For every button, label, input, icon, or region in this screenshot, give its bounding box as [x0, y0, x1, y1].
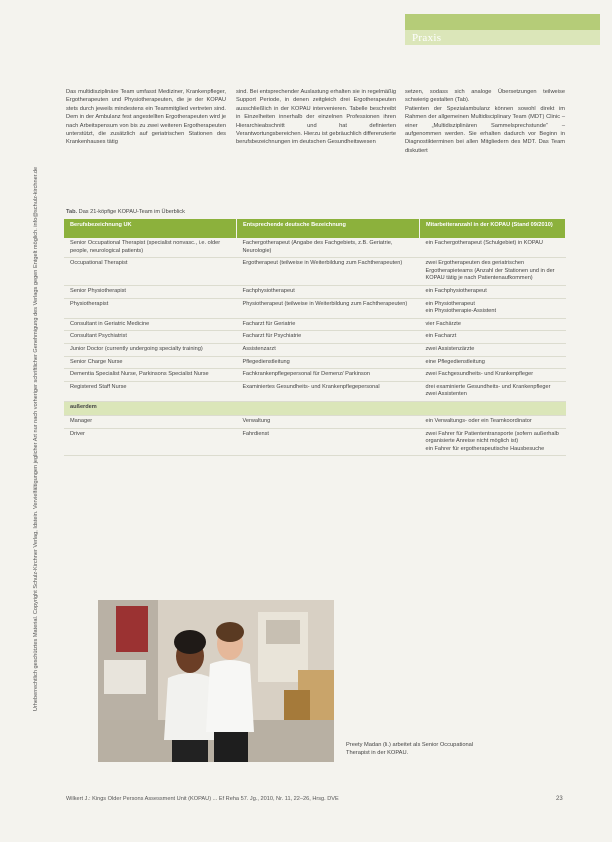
page-number: 23 — [556, 796, 563, 802]
cell-staff-count: ein Verwaltungs- oder ein Teamkoordinator — [420, 415, 566, 428]
cell-german-title: Examiniertes Gesundheits- und Krankenpflegepersonal — [237, 381, 420, 401]
table-row — [64, 318, 566, 331]
cell-staff-count: zwei Fachgesundheits- und Krankenpfleger — [420, 369, 566, 382]
cell-uk-title: Dementia Specialist Nurse, Parkinsons Specialist Nurse — [64, 369, 237, 382]
header-german-title: Entsprechende deutsche Bezeichnung — [237, 219, 420, 238]
cell-staff-count: vier Fachärzte — [420, 318, 566, 331]
cell-german-title: Fachphysiotherapeut — [237, 285, 420, 298]
table-section-label: außerdem — [64, 401, 566, 415]
cell-uk-title: Senior Occupational Therapist (specialist nonvasc., i.e. older people, neurological patients) — [64, 238, 237, 258]
header-staff-count: Mitarbeiteranzahl in der KOPAU (Stand 09/2010) — [420, 219, 566, 238]
staff-photo — [98, 600, 334, 762]
cell-staff-count: drei examinierte Gesundheits- und Krankenpfleger zwei Assistenten — [420, 381, 566, 401]
table-caption-text: Das 21-köpfige KOPAU-Team im Überblick — [78, 209, 185, 215]
section-label: Praxis — [412, 32, 442, 44]
cell-staff-count: eine Pflegedienstleitung — [420, 356, 566, 369]
cell-staff-count: ein Fachphysiotherapeut — [420, 285, 566, 298]
cell-staff-count: ein Fachergotherapeut (Schulgebiet) in KOPAU — [420, 238, 566, 258]
cell-uk-title: Physiotherapist — [64, 298, 237, 318]
text-column-1: Das multidisziplinäre Team umfasst Mediziner, Krankenpfleger, Ergotherapeuten und Physiotherapeuten, die je der KOPAU stets durch jeweils mindestens ein Teammitglied vertreten sind. Dem in der Ambulanz fest angestellten Ergotherapeuten wird je nach Arbeitspensum von bis zu zwei weiteren Ergotherapeuten unterstützt, die zusätzlich auf geriatrischen Stationen des Krankenhauses tätig — [66, 89, 226, 146]
cell-uk-title: Occupational Therapist — [64, 258, 237, 286]
table-row — [64, 369, 566, 382]
footer-citation: Wilkert J.: Kings Older Persons Assessment Unit (KOPAU) ... Ef Reha 57. Jg., 2010, Nr. 11, 22–26, Hrsg. DVE — [66, 796, 339, 802]
cell-uk-title: Consultant Psychiatrist — [64, 331, 237, 344]
cell-staff-count: ein Physiotherapeut ein Physiotherapie-Assistent — [420, 298, 566, 318]
table-row — [64, 381, 566, 401]
table-row — [64, 298, 566, 318]
cell-staff-count: ein Facharzt — [420, 331, 566, 344]
table-row — [64, 415, 566, 428]
cell-german-title: Facharzt für Geriatrie — [237, 318, 420, 331]
cell-german-title: Facharzt für Psychiatrie — [237, 331, 420, 344]
cell-staff-count: zwei Assistenzärzte — [420, 343, 566, 356]
cell-german-title: Fahrdienst — [237, 428, 420, 456]
cell-german-title: Ergotherapeut (teilweise in Weiterbildung zum Fachtherapeuten) — [237, 258, 420, 286]
table-caption-label: Tab. — [66, 209, 78, 215]
cell-german-title: Assistenzarzt — [237, 343, 420, 356]
text-column-3: setzen, sodass sich analoge Übersetzungen teilweise schwierig gestalten (Tab). Patienten der Spezialambulanz können sowohl direkt im Rahmen der allgemeinen Multidisciplinary Team (MDT) Clinic – einer „Multidisziplinären Sammelsprechstunde“ – aufgenommen werden. Sie erhalten dadurch vor Beginn in Diagnostikterminen bei allen Mitgliedern des MDT. Das Team diskutiert — [405, 89, 565, 154]
section-tab — [405, 14, 600, 30]
cell-staff-count: zwei Fahrer für Patiententransporte (sofern außerhalb organisierte Anreise nicht möglich ist) ein Fahrer für ergotherapeutische Hausbesuche — [420, 428, 566, 456]
table-row — [64, 428, 566, 456]
table-caption — [66, 209, 185, 215]
cell-uk-title: Senior Physiotherapist — [64, 285, 237, 298]
header-uk-title: Berufsbezeichnung UK — [64, 219, 237, 238]
table-row — [64, 285, 566, 298]
text-column-2: sind. Bei entsprechender Auslastung erhalten sie in regelmäßig Support Periode, in denen zeitgleich drei Ergotherapeuten ausschließlich in der KOPAU intervenieren. Tabelle beschreibt in Einzelheiten innerhalb der einzelnen Professionen ihren Hierarchieabschnitt und hat definierten Verantwortungsbereichen. Hierzu ist gebräuchlich differenzierte berufsbezeichnungen im deutschen Gesundheitswesen — [236, 89, 396, 146]
staff-table — [64, 219, 566, 456]
cell-german-title: Physiotherapeut (teilweise in Weiterbildung zum Fachtherapeuten) — [237, 298, 420, 318]
cell-german-title: Fachergotherapeut (Angabe des Fachgebiets, z.B. Geriatrie, Neurologie) — [237, 238, 420, 258]
table-body — [64, 238, 566, 456]
table-section-row — [64, 401, 566, 415]
cell-uk-title: Driver — [64, 428, 237, 456]
table-row — [64, 343, 566, 356]
table-row — [64, 258, 566, 286]
cell-german-title: Verwaltung — [237, 415, 420, 428]
cell-uk-title: Junior Doctor (currently undergoing specialty training) — [64, 343, 237, 356]
cell-uk-title: Manager — [64, 415, 237, 428]
table-header-row — [64, 219, 566, 238]
copyright-margin-note: Urheberrechtlich geschütztes Material. Copyright Schulz-Kirchner Verlag, Idstein. Vervielfältigungen jeglicher Art nur nach vorheriger schriftlicher Genehmigung des Verlags gegen Entgelt möglich. info@schulz-kirchner.de — [33, 166, 39, 712]
photo-caption: Preety Madan (li.) arbeitet als Senior Occupational Therapist in der KOPAU. — [346, 742, 474, 756]
cell-german-title: Fachkrankenpflegepersonal für Demenz/ Parkinson — [237, 369, 420, 382]
table-row — [64, 356, 566, 369]
table-row — [64, 238, 566, 258]
cell-uk-title: Senior Charge Nurse — [64, 356, 237, 369]
cell-staff-count: zwei Ergotherapeuten des geriatrischen Ergotherapieteams (Anzahl der Stationen und in der KOPAU tätig je nach Patientenaufkommen) — [420, 258, 566, 286]
cell-german-title: Pflegedienstleitung — [237, 356, 420, 369]
cell-uk-title: Registered Staff Nurse — [64, 381, 237, 401]
cell-uk-title: Consultant in Geriatric Medicine — [64, 318, 237, 331]
table-row — [64, 331, 566, 344]
